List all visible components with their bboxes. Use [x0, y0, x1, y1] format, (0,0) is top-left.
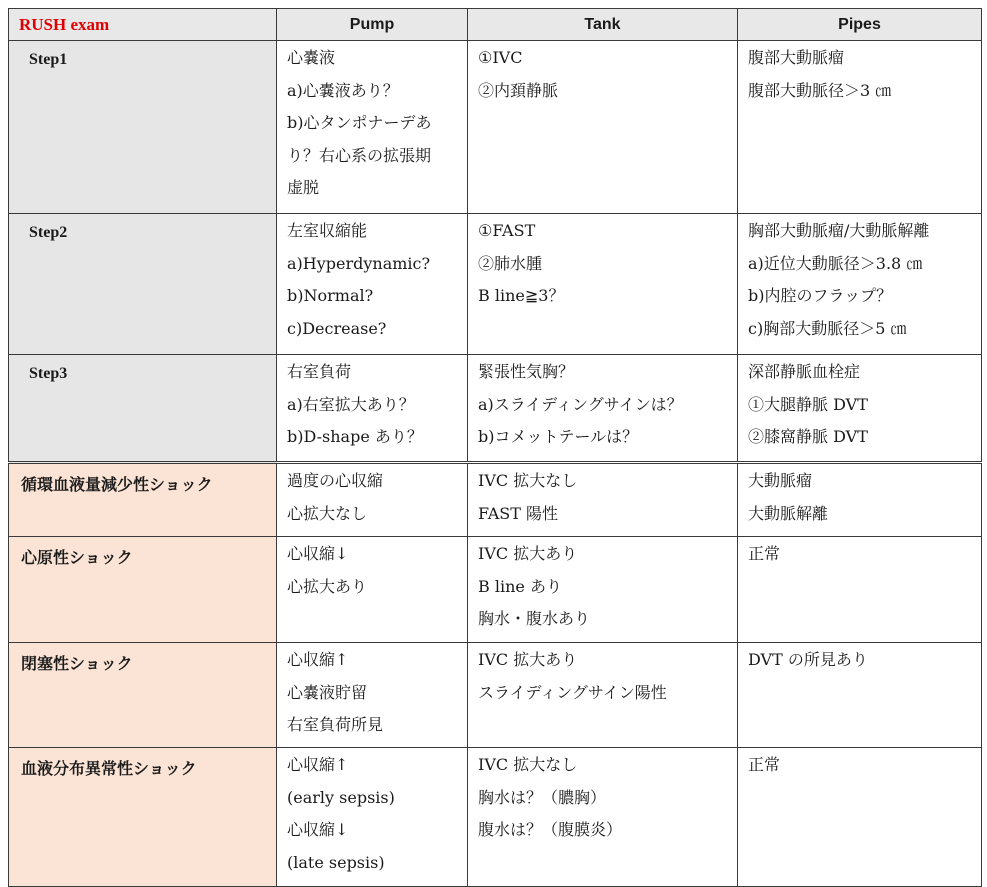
header-pipes: Pipes [738, 9, 982, 41]
pump-cell [277, 643, 468, 748]
pipes-line: 正常 [748, 755, 781, 774]
pump-line: り？右心系の拡張期 [287, 145, 432, 165]
pump-line: 心収縮↓ [287, 544, 349, 563]
pipes-cell [738, 214, 982, 355]
pipes-line: c)胸部大動脈径＞5 ㎝ [748, 318, 907, 338]
shock-row [9, 748, 982, 887]
pump-line: 心嚢液 [287, 48, 336, 67]
step-row [9, 355, 982, 463]
shock-type-label: 心原性ショック [9, 537, 277, 643]
tank-line: FAST 陽性 [478, 503, 558, 523]
tank-cell [468, 748, 738, 887]
pump-line: b)Normal? [287, 286, 374, 305]
tank-line: IVC 拡大なし [478, 471, 578, 490]
pipes-line: DVT の所見あり [748, 650, 868, 669]
tank-line: IVC 拡大なし [478, 755, 578, 774]
step-label: Step2 [9, 214, 277, 355]
tank-line: 胸水は？（膿胸） [478, 787, 607, 807]
pipes-line: 大動脈解離 [748, 503, 829, 523]
tank-line: B line あり [478, 576, 562, 596]
pipes-line: 腹部大動脈瘤 [748, 48, 845, 67]
tank-line: B line≧3？ [478, 286, 565, 305]
tank-line: ②内頚静脈 [478, 80, 559, 100]
pipes-line: b)内腔のフラップ？ [748, 286, 893, 305]
pump-line: a)右室拡大あり？ [287, 394, 415, 414]
pipes-cell [738, 537, 982, 643]
shock-type-label: 血液分布異常性ショック [9, 748, 277, 887]
tank-cell [468, 463, 738, 537]
pump-line: 左室収縮能 [287, 221, 368, 240]
pump-line: 心収縮↑ [287, 755, 349, 774]
tank-line: 胸水・腹水あり [478, 609, 591, 628]
pump-line: 過度の心収縮 [287, 471, 384, 490]
pipes-line: ②膝窩静脈 DVT [748, 427, 868, 446]
pipes-cell [738, 355, 982, 463]
shock-row [9, 537, 982, 643]
pump-line: b)D-shape あり？ [287, 427, 423, 446]
tank-cell [468, 214, 738, 355]
header-tank: Tank [468, 9, 738, 41]
shock-type-label: 閉塞性ショック [9, 643, 277, 748]
tank-cell [468, 643, 738, 748]
step-label: Step3 [9, 355, 277, 463]
tank-cell [468, 537, 738, 643]
tank-line: IVC 拡大あり [478, 650, 578, 669]
pipes-line: 大動脈瘤 [748, 471, 813, 490]
pipes-cell [738, 643, 982, 748]
tank-line: b)コメットテールは？ [478, 427, 639, 446]
pipes-line: 腹部大動脈径＞3 ㎝ [748, 80, 892, 100]
tank-line: ①FAST [478, 221, 536, 240]
tank-line: ②肺水腫 [478, 253, 543, 273]
tank-cell [468, 41, 738, 214]
pipes-cell [738, 41, 982, 214]
pump-line: a)Hyperdynamic? [287, 253, 431, 273]
pipes-line: ①大腿静脈 DVT [748, 394, 868, 414]
tank-line: ①IVC [478, 48, 523, 67]
pump-line: 心収縮↓ [287, 820, 349, 839]
tank-line: IVC 拡大あり [478, 544, 578, 563]
pump-line: a)心嚢液あり？ [287, 80, 399, 100]
tank-line: 腹水は？（腹膜炎） [478, 820, 623, 839]
pipes-line: 深部静脈血栓症 [748, 362, 861, 381]
tank-line: スライディングサイン陽性 [478, 682, 667, 702]
pump-line: 心嚢液貯留 [287, 682, 368, 702]
pipes-line: a)近位大動脈径＞3.8 ㎝ [748, 253, 923, 273]
pump-line: 右室負荷 [287, 362, 352, 381]
pipes-line: 正常 [748, 544, 781, 563]
pump-line: 心拡大なし [287, 503, 368, 523]
pump-line: (late sepsis) [287, 852, 385, 872]
shock-type-label: 循環血液量減少性ショック [9, 463, 277, 537]
pump-cell [277, 748, 468, 887]
tank-cell [468, 355, 738, 463]
pump-cell [277, 41, 468, 214]
pump-line: 心収縮↑ [287, 650, 349, 669]
header-row [9, 9, 982, 41]
pump-line: 心拡大あり [287, 576, 368, 596]
shock-row [9, 643, 982, 748]
header-rush-exam: RUSH exam [9, 9, 277, 41]
pump-cell [277, 463, 468, 537]
rush-exam-table [8, 8, 982, 887]
pump-cell [277, 214, 468, 355]
pipes-line: 胸部大動脈瘤/大動脈解離 [748, 221, 930, 240]
pipes-cell [738, 748, 982, 887]
pipes-cell [738, 463, 982, 537]
header-pump: Pump [277, 9, 468, 41]
step-row [9, 41, 982, 214]
tank-line: 緊張性気胸？ [478, 362, 575, 381]
step-label: Step1 [9, 41, 277, 214]
pump-line: c)Decrease? [287, 318, 387, 338]
tank-line: a)スライディングサインは？ [478, 394, 683, 414]
pump-cell [277, 355, 468, 463]
pump-line: 右室負荷所見 [287, 715, 384, 734]
pump-cell [277, 537, 468, 643]
pump-line: (early sepsis) [287, 787, 395, 807]
pump-line: 虚脱 [287, 178, 320, 197]
step-row [9, 214, 982, 355]
shock-row [9, 463, 982, 537]
pump-line: b)心タンポナーデあ [287, 113, 432, 132]
